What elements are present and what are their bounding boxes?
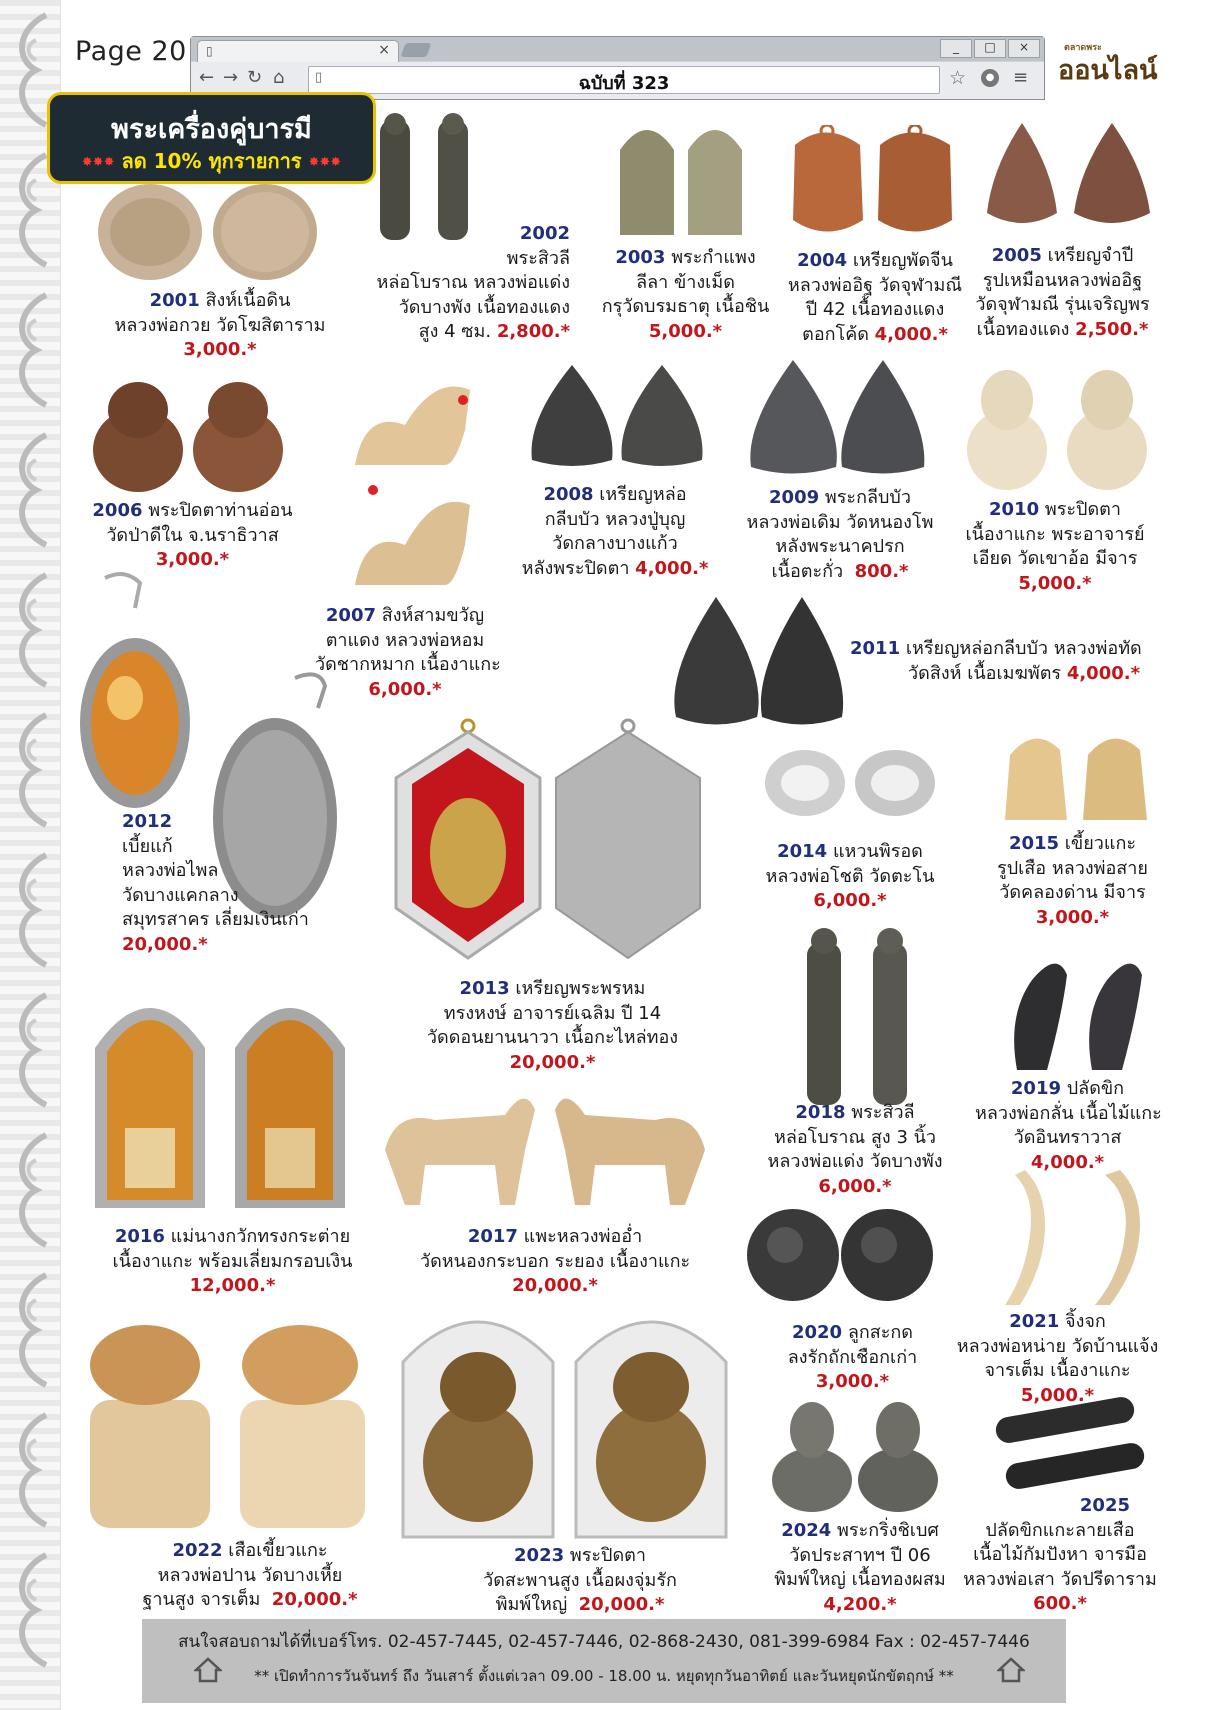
contact-footer [142, 1619, 1066, 1703]
kanok-ornament-icon [6, 1550, 54, 1670]
promo-title: พระเครื่องคู่บารมี [111, 114, 312, 145]
page-number: Page 20 [75, 36, 187, 67]
kanok-ornament-icon [6, 850, 54, 970]
item-caption-2023: 2023 พระปิดตา วัดสะพานสูง เนื้อผงจุ่มรัก พิมพ์ใหญ่ 20,000.* [483, 1545, 677, 1615]
lotus-petal-medal-photo [672, 592, 847, 732]
kanok-ornament-icon [6, 1270, 54, 1390]
kanok-ornament-icon [6, 990, 54, 1110]
item-caption-2019: 2019 ปลัดขิก หลวงพ่อกลั่น เนื้อไม้แกะ วัดอินทราวาส 4,000.* [975, 1078, 1162, 1173]
item-caption-2025: 2025 ปลัดขิกแกะลายเสือ เนื้อไม้กัมปังหา จารมือ หลวงพ่อเสา วัดปรีดาราม 600.* [963, 1495, 1157, 1614]
item-caption-2012: 2012 เบี้ยแก้ หลวงพ่อไพล วัดบางแคกลาง สมุทรสาคร เลี่ยมเงินเก่า 20,000.* [122, 811, 309, 955]
bronze-sivali-figure-photo [795, 925, 925, 1110]
kanok-ornament-icon [6, 1130, 54, 1250]
item-caption-2011: 2011 เหรียญหล่อกลีบบัว หลวงพ่อทัด วัดสิงห์ เนื้อเมฆพัตร 4,000.* [850, 638, 1142, 684]
business-hours-text: ** เปิดทำการวันจันทร์ ถึง วันเสาร์ ตั้งแต่เวลา 09.00 - 18.00 น. หยุดทุกวันอาทิตย์ และวันหยุดนักขัตฤกษ์ ** [254, 1667, 954, 1685]
gecko-carving-photo [985, 1165, 1155, 1310]
bookmark-star-icon[interactable]: ☆ [949, 67, 967, 89]
home-icon[interactable]: ⌂ [273, 67, 285, 88]
back-arrow-icon[interactable]: ← [199, 67, 215, 88]
clay-lion-amulet-photo [95, 180, 325, 285]
kanok-ornament-icon [6, 570, 54, 690]
carved-palad-khik-photo [985, 1395, 1160, 1495]
phra-klip-bua-photo [748, 355, 928, 480]
ornamental-border [0, 0, 61, 1710]
document-icon: ▯ [206, 44, 213, 58]
item-caption-2004: 2004 เหรียญพัดจีน หลวงพ่ออิฐ วัดจุฬามณี ปี 42 เนื้อทองแดง ตอกโค้ด 4,000.* [787, 250, 963, 345]
item-caption-2003: 2003 พระกำแพง ลีลา ข้างเม็ด กรุวัดบรมธาตุ เนื้อชิน 5,000.* [601, 247, 770, 342]
item-caption-2013: 2013 เหรียญพระพรหม ทรงหงษ์ อาจารย์เฉลิม ปี 14 วัดดอนยานนาวา เนื้อกะไหล่ทอง 20,000.* [426, 978, 679, 1073]
item-caption-2009: 2009 พระกลีบบัว หลวงพ่อเดิม วัดหนองโพ หลังพระนาคปรก เนื้อตะกั่ว 800.* [746, 487, 934, 582]
lotus-petal-medal-photo [527, 360, 707, 470]
item-caption-2007: 2007 สิงห์สามขวัญ ตาแดง หลวงพ่อหอม วัดชากหมาก เนื้องาแกะ 6,000.* [315, 605, 501, 700]
kanok-ornament-icon [6, 710, 54, 830]
pirod-ring-photo [760, 738, 940, 823]
item-caption-2016: 2016 แม่นางกวักทรงกระต่าย เนื้องาแกะ พร้อมเลี่ยมกรอบเงิน 12,000.* [112, 1226, 353, 1296]
luk-sakot-sphere-photo [745, 1205, 935, 1305]
copper-fan-medal-photo [785, 125, 960, 245]
maximize-button[interactable]: □ [974, 39, 1006, 58]
item-caption-2022: 2022 เสือเขี้ยวแกะ หลวงพ่อปาน วัดบางเหี้ย ฐานสูง จารเต็ม 20,000.* [142, 1540, 358, 1610]
tab-bar [191, 37, 1044, 61]
champi-medal-photo [982, 118, 1157, 233]
tiger-carving-photo [85, 1310, 375, 1530]
magazine-logo [1058, 40, 1178, 86]
pidta-amulet-photo [88, 375, 288, 495]
item-caption-2008: 2008 เหรียญหล่อ กลีบบัว หลวงปู่บุญ วัดกลางบางแก้ว หลังพระปิดตา 4,000.* [521, 484, 709, 579]
minimize-button[interactable]: _ [940, 39, 972, 58]
kanok-ornament-icon [6, 1410, 54, 1530]
item-caption-2001: 2001 สิงห์เนื้อดิน หลวงพ่อกวย วัดโฆสิตาราม 3,000.* [114, 290, 326, 360]
palad-khik-photo [1002, 945, 1152, 1080]
menu-icon[interactable]: ≡ [1013, 67, 1029, 88]
new-tab-button[interactable] [400, 43, 431, 57]
item-caption-2015: 2015 เขี้ยวแกะ รูปเสือ หลวงพ่อสาย วัดคลองด่าน มีจาร 3,000.* [997, 833, 1148, 928]
nang-kwak-pendant-photo [85, 978, 355, 1213]
stars-decoration: ✸✸✸ [81, 155, 115, 170]
ivory-lion-carving-photo [345, 370, 480, 590]
phra-kamphaeng-photo [612, 110, 752, 238]
close-tab-icon[interactable]: × [378, 42, 390, 58]
promo-discount [60, 145, 363, 171]
item-caption-2005: 2005 เหรียญจำปี รูปเหมือนหลวงพ่ออิฐ วัดจุฬามณี รุ่นเจริญพร เนื้อทองแดง 2,500.* [975, 245, 1150, 340]
forward-arrow-icon[interactable]: → [223, 67, 239, 88]
brahma-medal-photo [392, 718, 712, 963]
item-caption-2024: 2024 พระกริ่งชิเบศ วัดประสาทฯ ปี 06 พิมพ์ใหญ่ เนื้อทองผสม 4,200.* [774, 1520, 946, 1615]
phra-kring-photo [770, 1385, 940, 1515]
browser-tab[interactable] [197, 40, 399, 62]
ivory-goat-carving-photo [375, 1080, 715, 1210]
home-icon [997, 1657, 1025, 1683]
reload-icon[interactable]: ↻ [247, 67, 263, 88]
tiger-fang-carving-photo [995, 725, 1155, 825]
logo-text: ออนไลน์ [1058, 55, 1158, 86]
item-caption-2020: 2020 ลูกสะกด ลงรักถักเชือกเก่า 3,000.* [787, 1322, 918, 1392]
close-window-button[interactable]: × [1008, 39, 1040, 58]
item-caption-2021: 2021 จิ้งจก หลวงพ่อหน่าย วัดบ้านแจ้ง จารเต็ม เนื้องาแกะ 5,000.* [956, 1311, 1159, 1406]
address-text: ฉบับที่ 323 [578, 73, 670, 94]
stars-decoration: ✸✸✸ [308, 155, 342, 170]
browser-window [190, 36, 1045, 100]
contact-phone-text: สนใจสอบถามได้ที่เบอร์โทร. 02-457-7445, 02-457-7446, 02-868-2430, 081-399-6984 Fax : 02-457-7446 [178, 1632, 1030, 1652]
kanok-ornament-icon [6, 430, 54, 550]
pidta-case-pendant-photo [398, 1292, 733, 1542]
window-controls [940, 39, 1040, 58]
item-caption-2002: 2002 พระสิวลี หล่อโบราณ หลวงพ่อแด่ง วัดบางพัง เนื้อทองแดง สูง 4 ซม. 2,800.* [376, 223, 570, 342]
item-caption-2010: 2010 พระปิดตา เนื้องาแกะ พระอาจารย์ เอียด วัดเขาอ้อ มีจาร 5,000.* [965, 499, 1145, 594]
discount-text: ลด 10% ทุกรายการ [121, 149, 302, 173]
address-bar[interactable] [308, 66, 940, 94]
extension-icon[interactable]: ● [981, 69, 999, 87]
item-caption-2017: 2017 แพะหลวงพ่ออ่ำ วัดหนองกระบอก ระยอง เนื้องาแกะ 20,000.* [420, 1226, 691, 1296]
item-caption-2018: 2018 พระสิวลี หล่อโบราณ สูง 3 นิ้ว หลวงพ่อแด่ง วัดบางพัง 6,000.* [767, 1102, 943, 1197]
kanok-ornament-icon [6, 290, 54, 410]
item-caption-2006: 2006 พระปิดตาท่านอ่อน วัดป่าดีใน จ.นราธิวาส 3,000.* [92, 500, 293, 570]
promo-badge [47, 92, 376, 184]
item-caption-2014: 2014 แหวนพิรอด หลวงพ่อโชติ วัดตะโน 6,000.* [765, 841, 935, 911]
logo-small-text: ตลาดพระ [1064, 43, 1102, 53]
page-icon: ▯ [315, 70, 323, 85]
ivory-pidta-photo [962, 365, 1152, 495]
